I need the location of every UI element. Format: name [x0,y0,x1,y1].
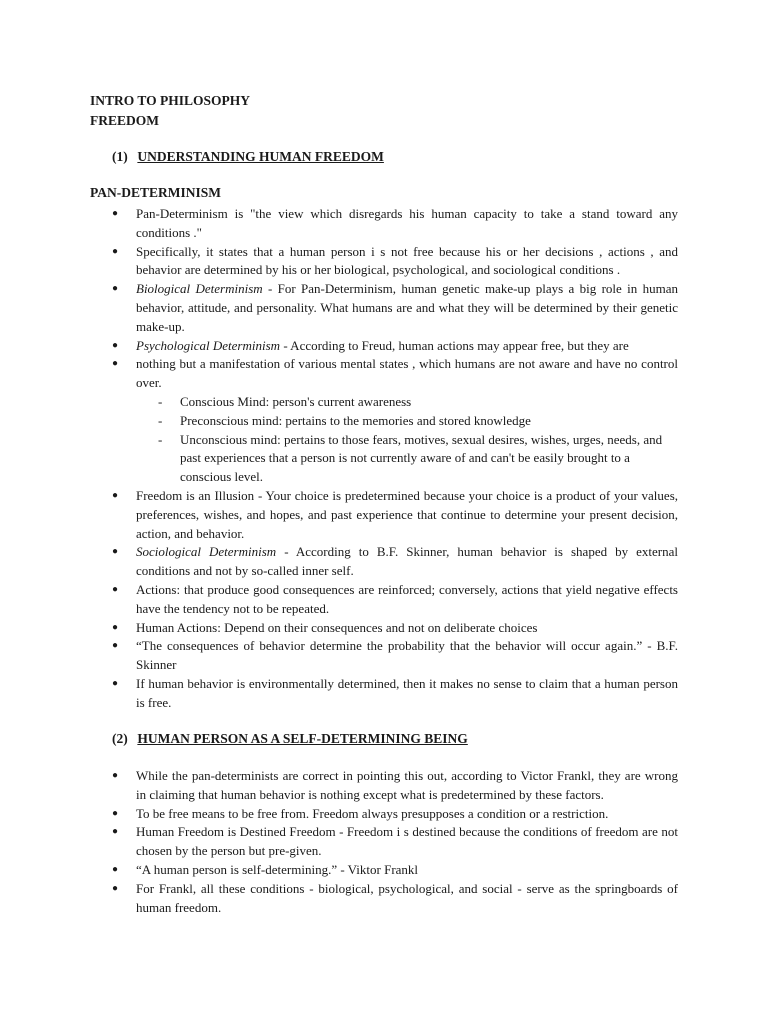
pan-determinism-heading: PAN-DETERMINISM [90,185,221,200]
list-item: ● Sociological Determinism - According to B.F. Skinner, human behavior is shaped by external conditions and not by so-called inner self. [110,543,678,581]
list-item: ● Human Actions: Depend on their consequences and not on deliberate choices [110,619,678,638]
list-item: ● While the pan-determinists are correct in pointing this out, according to Victor Frankl, they are wrong in claiming that human behavior is nothing except what is predetermined by these factors. [110,767,678,805]
list-item: ● “A human person is self-determining.” - Viktor Frankl [110,861,678,880]
section-1-bullet-list [110,205,678,713]
topic-title: FREEDOM [90,113,159,128]
section-1-number: (1) [112,149,128,164]
list-item: ● Pan-Determinism is "the view which disregards his human capacity to take a stand toward any conditions ." [110,205,678,243]
section-2-title: HUMAN PERSON AS A SELF-DETERMINING BEING [137,731,468,746]
section-2-heading [112,730,468,749]
list-item: ● Psychological Determinism - According to Freud, human actions may appear free, but they are [110,337,678,356]
section-1-heading [112,148,384,167]
document-header [90,91,250,131]
sub-list-item: - Preconscious mind: pertains to the memories and stored knowledge [180,412,678,431]
section-1-title: UNDERSTANDING HUMAN FREEDOM [137,149,384,164]
list-item: ● To be free means to be free from. Freedom always presupposes a condition or a restriction. [110,805,678,824]
list-item: ● “The consequences of behavior determine the probability that the behavior will occur again.” - B.F. Skinner [110,637,678,675]
list-item: ● For Frankl, all these conditions - biological, psychological, and social - serve as the springboards of human freedom. [110,880,678,918]
course-title: INTRO TO PHILOSOPHY [90,93,251,108]
list-item: ● Biological Determinism - For Pan-Determinism, human genetic make-up plays a big role in human behavior, attitude, and personality. What humans are and what they will be determined by their genetic make-up. [110,280,678,336]
mental-states-sublist [136,393,678,487]
term-biological-determinism: Biological Determinism [136,281,263,297]
list-item: ● Freedom is an Illusion - Your choice is predetermined because your choice is a product of your values, preferences, wishes, and hopes, and past experience that continue to determine your present decision, action, and behavior. [110,487,678,543]
term-sociological-determinism: Sociological Determinism [136,544,277,560]
term-psychological-determinism: Psychological Determinism [136,337,281,353]
list-item: ● Human Freedom is Destined Freedom - Freedom i s destined because the conditions of freedom are not chosen by the person but pre-given. [110,823,678,861]
list-item: ● Actions: that produce good consequences are reinforced; conversely, actions that yield negative effects have the tendency not to be repeated. [110,581,678,619]
sub-list-item: - Unconscious mind: pertains to those fears, motives, sexual desires, wishes, urges, needs, and past experiences that a person is not currently aware of and can't be easily brought to a conscious level. [180,431,678,487]
sub-list-item: - Conscious Mind: person's current awareness [180,393,678,412]
list-item: ● nothing but a manifestation of various mental states , which humans are not aware and have no control over. - Conscious Mind: person's current awareness - Preconscious mind: pertains to the memories and stored knowledge - Unconscious mind: pertains to those fears, motives, sexual desires, wishes, urges, needs, and past experiences that a person is not currently aware of and can't be easily brought to a conscious level. [110,355,678,487]
section-2-bullet-list [110,767,678,917]
section-2-number: (2) [112,731,128,746]
list-item: ● Specifically, it states that a human person i s not free because his or her decisions , actions , and behavior are determined by his or her biological, psychological, and sociological conditions . [110,243,678,281]
list-item: ● If human behavior is environmentally determined, then it makes no sense to claim that a human person is free. [110,675,678,713]
